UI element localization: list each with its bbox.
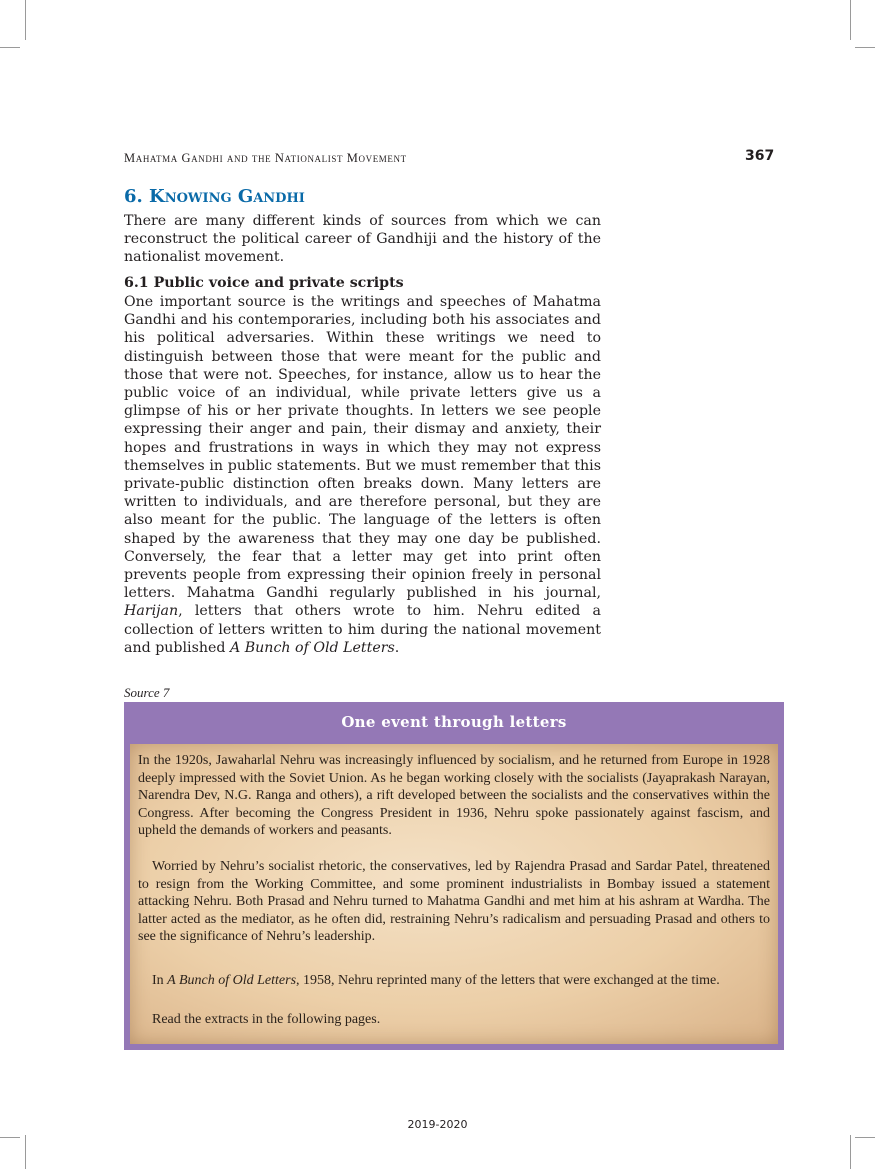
body-text: . — [394, 639, 400, 656]
crop-mark — [0, 1137, 20, 1138]
source-paragraph — [138, 972, 770, 990]
body-text: , letters that others wrote to him. Nehru edited a collection of letters written to him during the national movement and published — [124, 603, 601, 656]
source-box — [124, 702, 784, 1050]
book-title: A Bunch of Old Letters — [229, 639, 395, 656]
crop-mark — [0, 47, 20, 48]
source-text: In — [152, 973, 168, 988]
parchment-panel — [130, 744, 778, 1044]
crop-mark — [25, 0, 26, 40]
crop-mark — [855, 1137, 875, 1138]
source-paragraph: In the 1920s, Jawaharlal Nehru was increasingly influenced by socialism, and he returned from Europe in 1928 deeply impressed with the Soviet Union. As he began working closely with the socialists (Jayaprakash Narayan, Narendra Dev, N.G. Ranga and others), a rift developed between the socialists and the conservatives within the Congress. After becoming the Congress President in 1936, Nehru spoke passionately against fascism, and upheld the demands of workers and peasants. — [138, 753, 770, 839]
body-text: One important source is the writings and speeches of Mahatma Gandhi and his contemporaries, including both his associates and his political adversaries. Within these writings we need to distinguish between those that were meant for the public and those that were not. Speeches, for instance, allow us to hear the public voice of an individual, while private letters give us a glimpse of his or her private thoughts. In letters we see people expressing their anger and pain, their dismay and anxiety, their hopes and frustrations in ways in which they may not express themselves in public statements. But we must remember that this private-public distinction often breaks down. Many letters are written to individuals, and are therefore personal, but they are also meant for the public. The language of the letters is often shaped by the awareness that they may one day be published. Conversely, the fear that a letter may get into print often prevents people from expressing their opinion freely in personal letters. Mahatma Gandhi regularly published in his journal, — [124, 294, 601, 602]
body-paragraph — [124, 293, 601, 657]
crop-mark — [25, 1135, 26, 1169]
section-title: 6. Knowing Gandhi — [124, 186, 305, 207]
book-title: A Bunch of Old Letters — [167, 973, 297, 988]
source-paragraph: Read the extracts in the following pages. — [152, 1012, 381, 1027]
source-paragraph: Worried by Nehru’s socialist rhetoric, the conservatives, led by Rajendra Prasad and Sardar Patel, threatened to resign from the Working Committee, and some prominent industrialists in Bombay issued a statement attacking Nehru. Both Prasad and Nehru turned to Mahatma Gandhi and met him at his ashram at Wardha. The latter acted as the mediator, as he often did, restraining Nehru’s radicalism and persuading Prasad and others to see the significance of Nehru’s leadership. — [138, 859, 770, 945]
intro-paragraph: There are many different kinds of sources from which we can reconstruct the political career of Gandhiji and the history of the nationalist movement. — [124, 213, 601, 266]
source-text: , 1958, Nehru reprinted many of the letters that were exchanged at the time. — [296, 973, 720, 988]
crop-mark — [850, 0, 851, 40]
journal-title: Harijan — [124, 603, 179, 620]
source-box-title: One event through letters — [341, 713, 567, 731]
source-label: Source 7 — [124, 685, 170, 700]
running-header: Mahatma Gandhi and the Nationalist Movement — [124, 151, 407, 165]
footer-year: 2019-2020 — [407, 1118, 468, 1131]
page-number: 367 — [745, 148, 775, 164]
crop-mark — [855, 47, 875, 48]
crop-mark — [850, 1135, 851, 1169]
subsection-heading: 6.1 Public voice and private scripts — [124, 275, 404, 291]
